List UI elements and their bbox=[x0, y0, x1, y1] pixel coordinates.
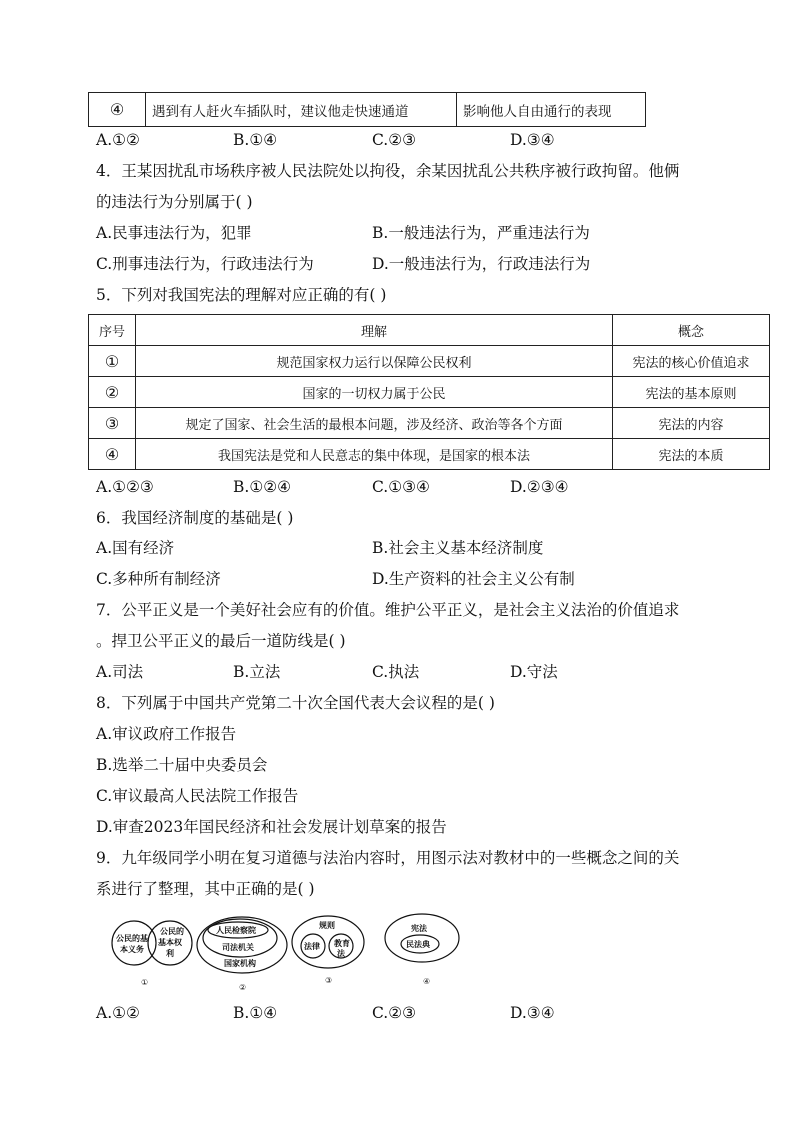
q8-option-a[interactable]: A.审议政府工作报告 bbox=[96, 725, 237, 743]
q7-option-b[interactable]: B.立法 bbox=[233, 663, 281, 681]
d1-left-text-a: 公民的基 bbox=[116, 934, 148, 943]
d1-left-text-b: 本义务 bbox=[120, 945, 144, 954]
q9-option-c[interactable]: C.②③ bbox=[372, 1004, 417, 1022]
q8-option-b[interactable]: B.选举二十届中央委员会 bbox=[96, 756, 268, 774]
q5-option-b[interactable]: B.①②④ bbox=[233, 478, 292, 496]
q5-row-concept: 宪法的核心价值追求 bbox=[613, 346, 770, 377]
q6-option-a[interactable]: A.国有经济 bbox=[96, 539, 175, 557]
q5-row-understanding: 规定了国家、社会生活的最根本问题，涉及经济、政治等各个方面 bbox=[136, 408, 613, 439]
q4-option-b[interactable]: B.一般违法行为，严重违法行为 bbox=[372, 224, 590, 242]
q9-stem-line2: 系进行了整理，其中正确的是( ) bbox=[96, 880, 315, 898]
d3-right-text-b: 法 bbox=[337, 949, 345, 958]
q6-option-b[interactable]: B.社会主义基本经济制度 bbox=[372, 539, 544, 557]
q3-option-d[interactable]: D.③④ bbox=[510, 131, 555, 149]
q3-option-c[interactable]: C.②③ bbox=[372, 131, 417, 149]
q6-option-d[interactable]: D.生产资料的社会主义公有制 bbox=[372, 570, 575, 588]
diagram-3 bbox=[292, 916, 364, 985]
q8-stem: 8．下列属于中国共产党第二十次全国代表大会议程的是( ) bbox=[96, 694, 495, 712]
q5-row-concept: 宪法的本质 bbox=[613, 439, 770, 470]
d1-right-text-a: 公民的 bbox=[160, 927, 184, 936]
q4-stem-line2: 的违法行为分别属于( ) bbox=[96, 193, 253, 211]
diagram-4 bbox=[385, 914, 459, 986]
q7-stem-line1: 7．公平正义是一个美好社会应有的价值。维护公平正义，是社会主义法治的价值追求 bbox=[96, 601, 680, 619]
top-table-cell: 遇到有人赶火车插队时，建议他走快速通道 bbox=[146, 93, 457, 127]
q5-row-concept: 宪法的基本原则 bbox=[613, 377, 770, 408]
q4-option-d[interactable]: D.一般违法行为，行政违法行为 bbox=[372, 255, 591, 273]
d4-num: ④ bbox=[423, 977, 431, 986]
q4-option-a[interactable]: A.民事违法行为，犯罪 bbox=[96, 224, 252, 242]
q5-row-num: ① bbox=[89, 346, 136, 377]
q7-option-c[interactable]: C.执法 bbox=[372, 663, 420, 681]
d2-outer-text: 国家机构 bbox=[224, 959, 256, 968]
q9-stem-line1: 9．九年级同学小明在复习道德与法治内容时，用图示法对教材中的一些概念之间的关 bbox=[96, 849, 680, 867]
q5-stem: 5．下列对我国宪法的理解对应正确的有( ) bbox=[96, 286, 387, 304]
q5-row-understanding: 国家的一切权力属于公民 bbox=[136, 377, 613, 408]
top-table-num: ④ bbox=[89, 93, 146, 127]
q4-stem-line1: 4．王某因扰乱市场秩序被人民法院处以拘役，余某因扰乱公共秩序被行政拘留。他俩 bbox=[96, 162, 680, 180]
q3-option-a[interactable]: A.①② bbox=[96, 131, 140, 149]
d4-outer-text: 宪法 bbox=[411, 924, 427, 933]
q9-option-d[interactable]: D.③④ bbox=[510, 1004, 555, 1022]
d1-right-text-c: 利 bbox=[166, 949, 174, 958]
q3-option-b[interactable]: B.①④ bbox=[233, 131, 278, 149]
q5-table bbox=[88, 314, 770, 470]
q5-header-understanding: 理解 bbox=[136, 315, 613, 346]
q5-option-d[interactable]: D.②③④ bbox=[510, 478, 569, 496]
d1-right-text-b: 基本权 bbox=[158, 938, 182, 947]
q9-option-a[interactable]: A.①② bbox=[96, 1004, 140, 1022]
diagram-2 bbox=[197, 917, 287, 992]
q5-header-concept: 概念 bbox=[613, 315, 770, 346]
q7-option-a[interactable]: A.司法 bbox=[96, 663, 144, 681]
d2-num: ② bbox=[239, 983, 247, 992]
d4-inner-text: 民法典 bbox=[406, 940, 430, 949]
top-table bbox=[88, 92, 646, 127]
q4-option-c[interactable]: C.刑事违法行为，行政违法行为 bbox=[96, 255, 314, 273]
q5-row-num: ④ bbox=[89, 439, 136, 470]
d2-middle-text: 司法机关 bbox=[222, 943, 254, 952]
q5-row-understanding: 规范国家权力运行以保障公民权利 bbox=[136, 346, 613, 377]
d3-outer-text: 规则 bbox=[319, 921, 335, 930]
q7-stem-line2: 。捍卫公平正义的最后一道防线是( ) bbox=[96, 632, 346, 650]
q5-row-understanding: 我国宪法是党和人民意志的集中体现，是国家的根本法 bbox=[136, 439, 613, 470]
q7-option-d[interactable]: D.守法 bbox=[510, 663, 558, 681]
q5-header-num: 序号 bbox=[89, 315, 136, 346]
d2-inner-text: 人民检察院 bbox=[216, 926, 256, 935]
q5-row-concept: 宪法的内容 bbox=[613, 408, 770, 439]
d3-num: ③ bbox=[325, 976, 333, 985]
q5-row-num: ③ bbox=[89, 408, 136, 439]
q6-option-c[interactable]: C.多种所有制经济 bbox=[96, 570, 221, 588]
q6-stem: 6．我国经济制度的基础是( ) bbox=[96, 509, 294, 527]
d1-num: ① bbox=[141, 978, 149, 987]
q9-option-b[interactable]: B.①④ bbox=[233, 1004, 278, 1022]
q5-option-a[interactable]: A.①②③ bbox=[96, 478, 154, 496]
q5-option-c[interactable]: C.①③④ bbox=[372, 478, 430, 496]
d3-left-text: 法律 bbox=[304, 942, 320, 951]
q8-option-c[interactable]: C.审议最高人民法院工作报告 bbox=[96, 787, 299, 805]
diagram-1 bbox=[112, 921, 192, 987]
q8-option-d[interactable]: D.审查2023年国民经济和社会发展计划草案的报告 bbox=[96, 818, 447, 836]
d3-right-text-a: 教育 bbox=[334, 939, 350, 948]
q9-diagram bbox=[100, 910, 470, 995]
top-table-cell: 影响他人自由通行的表现 bbox=[457, 93, 646, 127]
q5-row-num: ② bbox=[89, 377, 136, 408]
